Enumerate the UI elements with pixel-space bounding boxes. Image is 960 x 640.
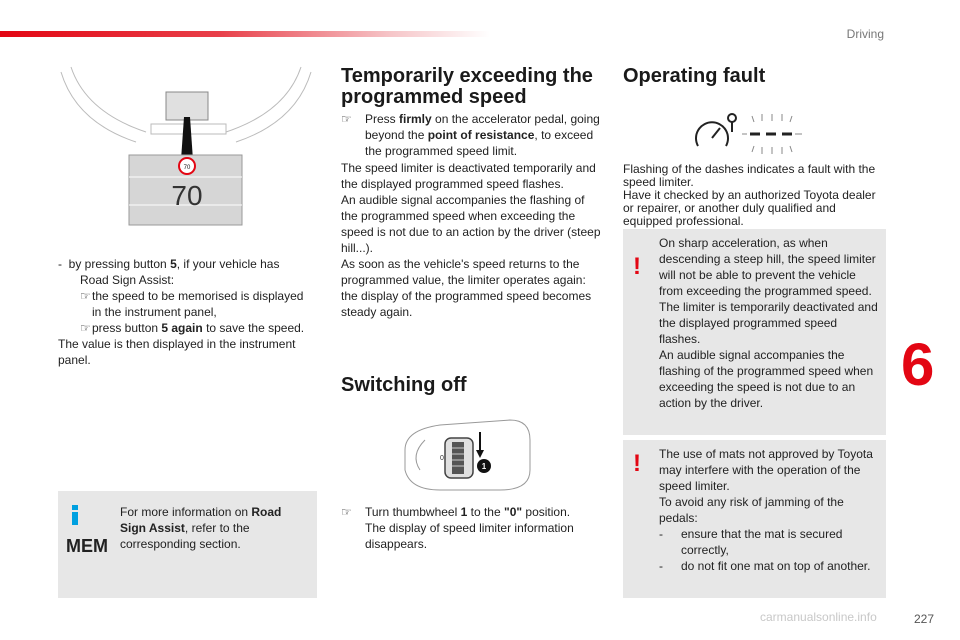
temp-bullet: ☞ Press firmly on the accelerator pedal, going beyond the point of resistance, to exceed the programmed speed limit. (341, 112, 600, 158)
temp-para-1: The speed limiter is deactivated temporarily and the displayed programmed speed flashes. (341, 161, 596, 191)
temp-para-3: As soon as the vehicle's speed returns to the programmed value, the limiter operates again: the display of the programmed speed becomes steady again. (341, 257, 592, 319)
section-title: Driving (846, 27, 884, 41)
page-number: 227 (914, 612, 935, 626)
svg-text:0: 0 (440, 455, 444, 462)
temporarily-exceeding-text (341, 111, 603, 320)
speed-limiter-fault-icon (690, 110, 810, 160)
warning-text-acceleration: On sharp acceleration, as when descending a steep hill, the speed limiter will not be able to prevent the vehicle from exceeding the programmed speed. The limiter is temporarily deactivated and the displayed programmed speed flashes. An audible signal accompanies the flashing of the programmed speed when exceeding the speed is not due to an action by the driver. (659, 236, 878, 410)
road-sign-assist-text (58, 256, 316, 368)
left-para: The value is then displayed in the instrument panel. (58, 337, 296, 367)
svg-text:1: 1 (481, 462, 487, 471)
fault-para-2: Have it checked by an authorized Toyota dealer or repairer, or another duly qualified and equipped professional. (623, 188, 876, 228)
left-sub-bullet-1: ☞ the speed to be memorised is displayed in the instrument panel, (80, 289, 304, 319)
operating-fault-text (623, 163, 886, 228)
warning-icon: ! (633, 253, 641, 280)
heading-operating-fault: Operating fault (623, 65, 766, 87)
hand-icon: ☞ (341, 505, 352, 519)
hand-icon: ☞ (80, 321, 91, 335)
programmed-speed-display: 70 (171, 180, 203, 211)
steering-stalk-illustration (400, 410, 540, 500)
fault-para-1: Flashing of the dashes indicates a fault with the speed limiter. (623, 162, 876, 189)
heading-temporarily-exceeding: Temporarily exceeding the programmed speed (341, 65, 593, 108)
chapter-number: 6 (901, 331, 935, 398)
warning-box-acceleration (623, 229, 886, 435)
header-accent-bar (0, 31, 490, 37)
left-line1: - by pressing button 5, if your vehicle has (58, 257, 280, 271)
warning-icon: ! (633, 450, 641, 477)
warning-text-mats: The use of mats not approved by Toyota may interfere with the operation of the speed limiter. To avoid any risk of jamming of the pedals: - ensure that the mat is secured correctly, - do not fit one mat on top of another. (659, 446, 881, 574)
warning-box-mats (623, 440, 886, 598)
temp-para-2: An audible signal accompanies the flashing of the programmed speed when exceeding the speed is not due to an action by the driver (steep hill...). (341, 193, 601, 255)
switching-off-text (341, 504, 603, 552)
mats-dash-1: - ensure that the mat is secured correctly, (659, 527, 843, 557)
heading-switching-off: Switching off (341, 374, 467, 396)
hand-icon: ☞ (80, 289, 91, 303)
watermark: carmanualsonline.info (760, 610, 877, 624)
switch-bullet: ☞ Turn thumbwheel 1 to the "0" position. The display of speed limiter information disappears. (341, 505, 574, 551)
hand-icon: ☞ (341, 112, 352, 126)
mats-dash-2: - do not fit one mat on top of another. (659, 559, 871, 573)
instrument-panel-illustration (56, 62, 316, 232)
info-icon (70, 505, 80, 525)
mem-text: For more information on Road Sign Assist, refer to the corresponding section. (120, 505, 282, 551)
small-speed-sign: 70 (183, 165, 191, 171)
left-line2: Road Sign Assist: (80, 273, 175, 287)
info-box-mem (58, 491, 317, 598)
left-sub-bullet-2: ☞ press button 5 again to save the speed. (80, 321, 305, 335)
mem-label: MEM (66, 536, 108, 556)
